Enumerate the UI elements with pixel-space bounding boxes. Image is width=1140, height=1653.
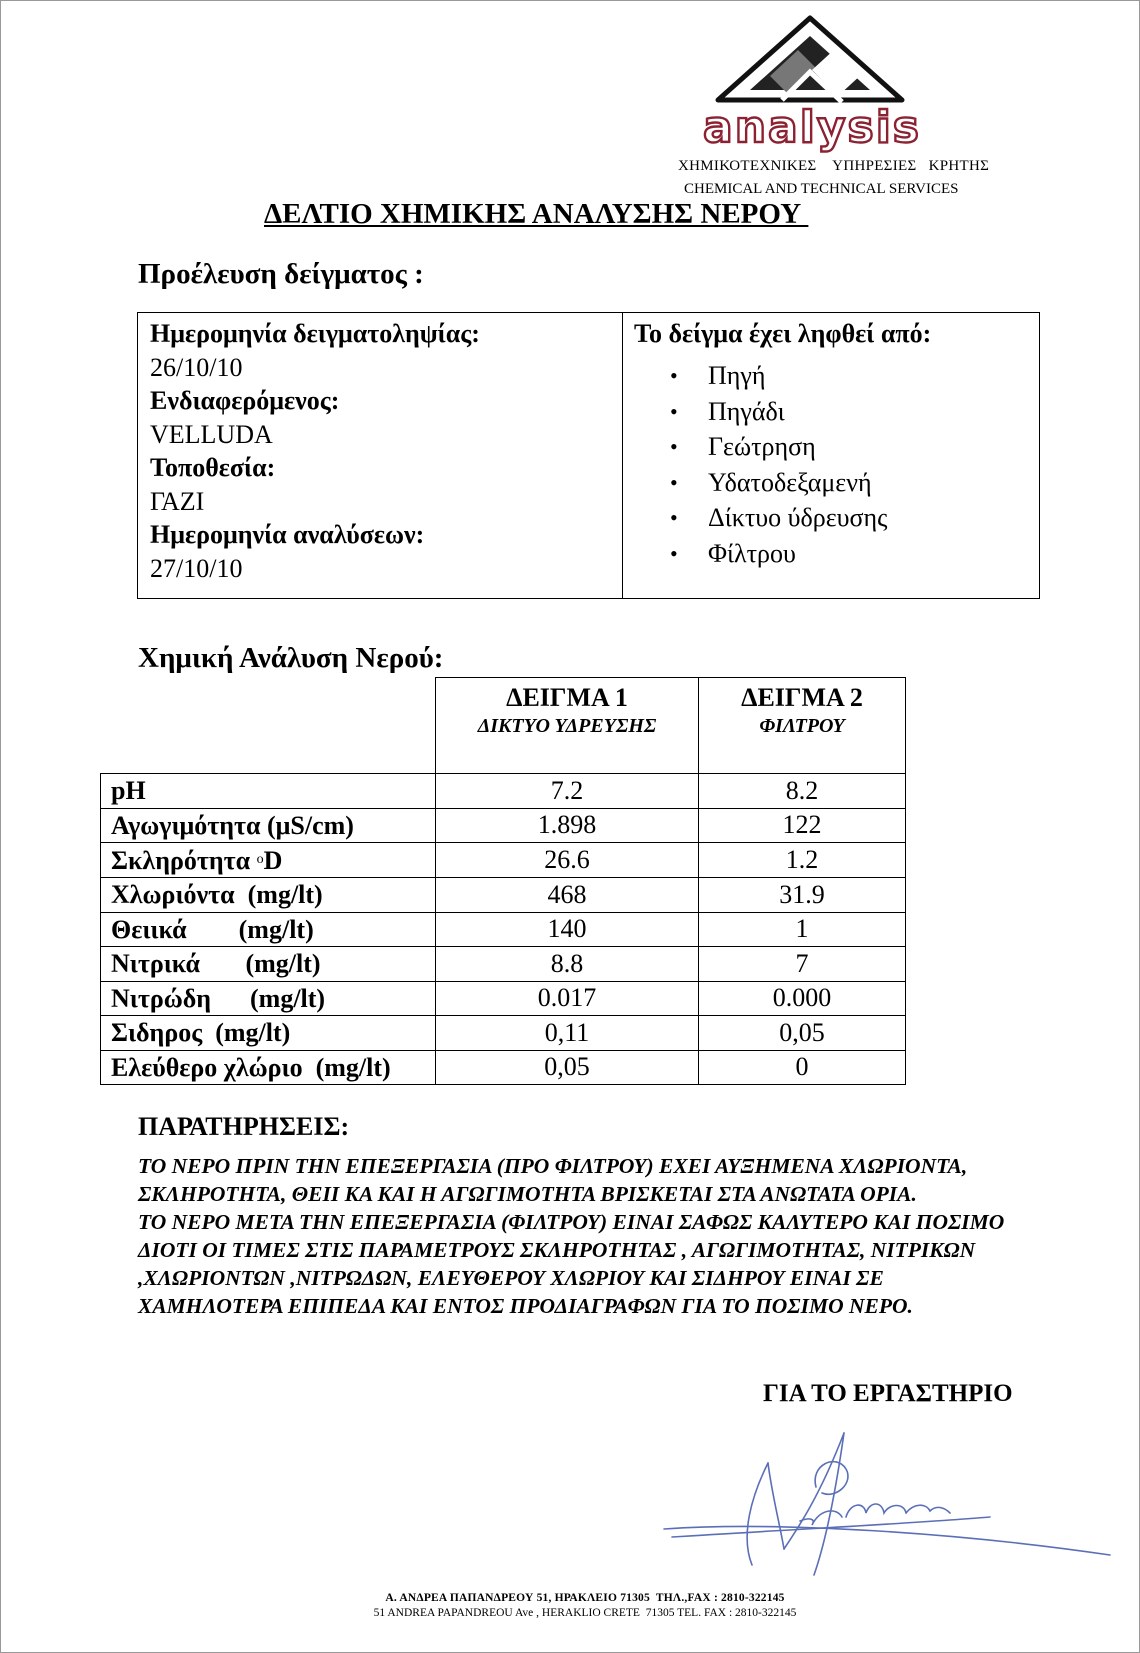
- sample2-title: ΔΕΙΓΜΑ 2: [741, 683, 863, 712]
- remarks-text: [138, 1152, 1018, 1320]
- sample-info-box: [137, 312, 1040, 599]
- footer-address-greek: Α. ΑΝΔΡΕΑ ΠΑΠΑΝΔΡΕΟΥ 51, ΗΡΑΚΛΕΙΟ 71305 ΤΗΛ.,FAX : 2810-322145: [385, 1592, 785, 1604]
- sample2-value: 0,05: [699, 1016, 906, 1051]
- table-row: [101, 912, 906, 947]
- source-item: • Υδατοδεξαμενή: [634, 465, 931, 501]
- param-name: Χλωριόντα (mg/lt): [101, 878, 436, 913]
- sample1-value: 1.898: [436, 808, 699, 843]
- location-value: ΓΑΖΙ: [150, 486, 205, 516]
- table-row: [101, 843, 906, 878]
- param-name: Σιδηρος (mg/lt): [101, 1016, 436, 1051]
- sources-heading: Το δείγμα έχει ληφθεί από:: [634, 319, 932, 348]
- sample1-value: 0,05: [436, 1050, 699, 1085]
- param-name: pH: [101, 774, 436, 809]
- remarks-heading: ΠΑΡΑΤΗΡΗΣΕΙΣ:: [138, 1112, 350, 1141]
- sample1-value: 7.2: [436, 774, 699, 809]
- sampling-date-label: Ημερομηνία δειγματοληψίας:: [150, 319, 480, 348]
- sample1-value: 468: [436, 878, 699, 913]
- analysis-heading: Χημική Ανάλυση Νερού:: [138, 642, 444, 674]
- sample1-title: ΔΕΙΓΜΑ 1: [506, 683, 628, 712]
- sample1-value: 140: [436, 912, 699, 947]
- source-item: • Πηγή: [634, 358, 931, 394]
- sample2-value: 1.2: [699, 843, 906, 878]
- svg-text:analysis: analysis: [703, 102, 921, 153]
- sample1-header: [436, 678, 699, 774]
- results-table: [100, 677, 906, 1085]
- param-unit: D: [263, 846, 283, 875]
- sources-list: [634, 358, 931, 571]
- param-name: Νιτρικά (mg/lt): [101, 947, 436, 982]
- sample2-value: 0: [699, 1050, 906, 1085]
- table-row: [101, 774, 906, 809]
- table-row: [101, 981, 906, 1016]
- client-value: VELLUDA: [150, 419, 273, 449]
- sample1-value: 8.8: [436, 947, 699, 982]
- sample2-value: 8.2: [699, 774, 906, 809]
- sample1-value: 0,11: [436, 1016, 699, 1051]
- table-row: [101, 1016, 906, 1051]
- table-row: [101, 878, 906, 913]
- param-name: Νιτρώδη (mg/lt): [101, 981, 436, 1016]
- table-row: [101, 947, 906, 982]
- analysis-date-label: Ημερομηνία αναλύσεων:: [150, 520, 425, 549]
- analysis-logo-icon: [712, 14, 908, 106]
- param-name: Θειικά (mg/lt): [101, 912, 436, 947]
- company-name-greek: ΧΗΜΙΚΟΤΕΧΝΙΚΕΣ ΥΠΗΡΕΣΙΕΣ ΚΡΗΤΗΣ: [678, 158, 990, 174]
- degree-sup: o: [256, 852, 264, 867]
- footer-address-english: 51 ANDREA PAPANDREOU Ave , HERAKLIO CRETE 71305 TEL. FAX : 2810-322145: [373, 1607, 797, 1619]
- sampling-date-value: 26/10/10: [150, 352, 243, 382]
- analysis-logo-wordmark: [703, 102, 921, 153]
- sample2-header: [699, 678, 906, 774]
- analysis-date-value: 27/10/10: [150, 553, 243, 583]
- table-row: [101, 1050, 906, 1085]
- source-item: • Πηγάδι: [634, 394, 931, 430]
- location-label: Τοποθεσία:: [150, 453, 276, 482]
- sample2-value: 1: [699, 912, 906, 947]
- results-header-row: [101, 678, 906, 774]
- param-name: Αγωγιμότητα (μS/cm): [101, 808, 436, 843]
- source-item: • Φίλτρου: [634, 536, 931, 572]
- sample2-value: 122: [699, 808, 906, 843]
- table-row: [101, 808, 906, 843]
- document-title: ΔΕΛΤΙΟ ΧΗΜΙΚΗΣ ΑΝΑΛΥΣΗΣ ΝΕΡΟΥ: [264, 198, 809, 230]
- sample1-value: 26.6: [436, 843, 699, 878]
- sample1-subtitle: ΔΙΚΤΥΟ ΥΔΡΕΥΣΗΣ: [477, 715, 657, 737]
- param-name: Ελεύθερο χλώριο (mg/lt): [101, 1050, 436, 1085]
- sample1-value: 0.017: [436, 981, 699, 1016]
- lab-signature-label: ΓΙΑ ΤΟ ΕΡΓΑΣΤΗΡΙΟ: [763, 1380, 1013, 1407]
- company-name-english: CHEMICAL AND TECHNICAL SERVICES: [684, 181, 959, 197]
- param-name-hardness: [101, 843, 436, 878]
- header-blank-cell: [101, 678, 436, 774]
- sample2-subtitle: ΦΙΛΤΡΟΥ: [759, 715, 845, 737]
- sample-details: [150, 317, 480, 585]
- handwritten-signature: [660, 1425, 1114, 1581]
- sample2-value: 0.000: [699, 981, 906, 1016]
- remarks-paragraph: ΤΟ ΝΕΡΟ ΜΕΤΑ ΤΗΝ ΕΠΕΞΕΡΓΑΣΙΑ (ΦΙΛΤΡΟΥ) ΕΙΝΑΙ ΣΑΦΩΣ ΚΑΛΥΤΕΡΟ ΚΑΙ ΠΟΣΙΜΟ ΔΙΟΤΙ ΟΙ ΤΙΜΕΣ ΣΤΙΣ ΠΑΡΑΜΕΤΡΟΥΣ ΣΚΛΗΡΟΤΗΤΑΣ , ΑΓΩΓΙΜΟΤΗΤΑΣ, ΝΙΤΡΙΚΩΝ ,ΧΛΩΡΙΟΝΤΩΝ ,ΝΙΤΡΩΔΩΝ, ΕΛΕΥΘΕΡΟΥ ΧΛΩΡΙΟΥ ΚΑΙ ΣΙΔΗΡΟΥ ΕΙΝΑΙ ΣΕ ΧΑΜΗΛΟΤΕΡΑ ΕΠΙΠΕΔΑ ΚΑΙ ΕΝΤΟΣ ΠΡΟΔΙΑΓΡΑΦΩΝ ΓΙΑ ΤΟ ΠΟΣΙΜΟ ΝΕΡΟ.: [138, 1210, 1005, 1318]
- param-name: Σκληρότητα: [111, 846, 257, 875]
- sample-origin-heading: Προέλευση δείγματος :: [138, 258, 424, 290]
- client-label: Ενδιαφερόμενος:: [150, 386, 340, 415]
- info-divider: [622, 313, 623, 598]
- remarks-paragraph: ΤΟ ΝΕΡΟ ΠΡΙΝ ΤΗΝ ΕΠΕΞΕΡΓΑΣΙΑ (ΠΡΟ ΦΙΛΤΡΟΥ) ΕΧΕΙ ΑΥΞΗΜΕΝΑ ΧΛΩΡΙΟΝΤΑ, ΣΚΛΗΡΟΤΗΤΑ, ΘΕΙΙ ΚΑ ΚΑΙ Η ΑΓΩΓΙΜΟΤΗΤΑ ΒΡΙΣΚΕΤΑΙ ΣΤΑ ΑΝΩΤΑΤΑ ΟΡΙΑ.: [138, 1154, 968, 1206]
- sample2-value: 7: [699, 947, 906, 982]
- sample2-value: 31.9: [699, 878, 906, 913]
- sample-sources: [634, 317, 931, 571]
- source-item: • Γεώτρηση: [634, 429, 931, 465]
- source-item: • Δίκτυο ύδρευσης: [634, 500, 931, 536]
